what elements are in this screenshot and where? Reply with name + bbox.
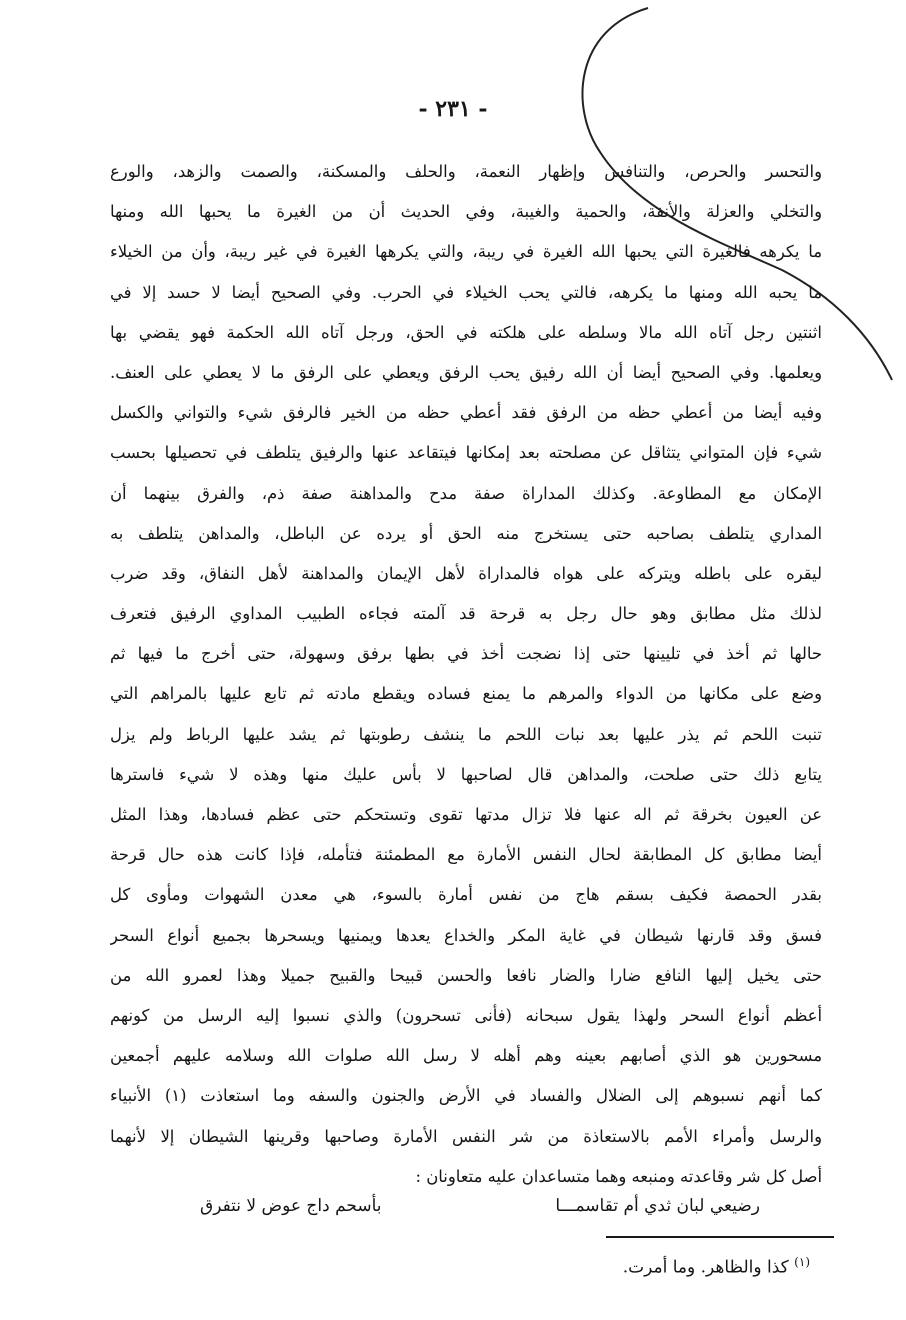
text-line: يتابع ذلك حتى صلحت، والمداهن قال لصاحبها لا بأس عليك منها وهذه لا شيء فاسترها [110,764,822,784]
text-line: ليقره على باطله ويتركه على هواه فالمداراة لأهل الإيمان والمداهنة لأهل النفاق، وقد ضرب [110,563,822,583]
text-line: المداري يتلطف بصاحبه حتى يستخرج منه الحق أو يرده عن الباطل، والمداهن يتلطف به [110,523,822,543]
text-line: الإمكان مع المطاوعة. وكذلك المداراة صفة مدح والمداهنة صفة ذم، والفرق بينهما أن [110,483,822,503]
text-line: والتخلي والعزلة والأنفة، والحمية والغيبة، وفي الحديث أن من الغيرة ما يحبها الله ومنها [110,202,822,222]
text-line: وفيه أيضا من أعطي حظه من الرفق فقد أعطي حظه من الخير فالرفق شيء والتواني والكسل [110,403,822,423]
text-line: كما أنهم نسبوهم إلى الضلال والفساد في الأرض والجنون والسفه وما استعاذت (١) الأنبياء [110,1086,822,1106]
text-line: حالها ثم أخذ في تليينها حتى إذا نضجت أخذ في بطها برفق وسهولة، حتى أخرج ما فيها ثم [110,644,822,664]
text-line: لذلك مثل مطابق وهو حال رجل به قرحة قد آلمته فجاءه الطبيب المداوي الرفيق فتعرف [110,604,822,624]
text-line: شيء فإن المتواني يتثاقل عن مصلحته بعد إمكانها فيتقاعد عنها والرفيق يتلطف في تحصيلها بحسب [110,443,822,463]
text-line: بقدر الحمصة فكيف بسقم هاج من نفس أمارة بالسوء، هي معدن الشهوات ومأوى كل [110,885,822,905]
text-line: والرسل وأمراء الأمم بالاستعاذة من شر النفس الأمارة وصاحبها وقرينها الشيطان إلا لأنهما [110,1126,822,1146]
text-line: عن العيون بخرقة ثم اله عنها فلا تزال مدتها تقوى وتستحكم حتى عظم فسادها، وهذا المثل [110,805,822,824]
poem-verse [200,1188,760,1224]
footnote [623,1246,810,1284]
page-number: - ٢٣١ - [418,96,488,122]
text-line: ما يحبه الله ومنها ما يكرهه، فالتي يحب الخيلاء في الحرب. وفي الصحيح أيضا لا حسد إلا في [110,282,822,302]
text-line: وضع على مكانها من الدواء والمرهم ما يمنع فساده ويقطع مادته ثم تابع عليها بالمراهم التي [110,684,822,704]
footnote-text: كذا والظاهر. وما أمرت. [622,1257,789,1278]
text-line: أصل كل شر وقاعدته ومنبعه وهما متساعدان عليه متعاونان : [415,1166,822,1186]
footnote-mark: (١) [794,1255,810,1269]
text-line: تنبت اللحم ثم يذر عليها بعد نبات اللحم ما ينشف رطوبتها ثم يشد عليها الرباط ولم يزل [110,724,822,744]
text-line: فسق وقد قارنها شيطان في غاية المكر والخداع يعدها ويمنيها ويسحرها بجميع أنواع السحر [110,925,822,945]
text-line: والتحسر والحرص، والتنافس وإظهار النعمة، والحلف والمسكنة، والصمت والزهد، والورع [110,162,822,181]
verse-second-hemistich: بأسحم داج عوض لا نتفرق [200,1196,382,1216]
verse-first-hemistich: رضيعي لبان ثدي أم تقاسمـــا [555,1196,760,1216]
text-line: اثنتين رجل آتاه الله مالا وسلطه على هلكته في الحق، ورجل آتاه الله الحكمة فهو يقضي بها [110,322,822,342]
text-line: أيضا مطابق كل المطابقة لحال النفس الأمارة مع المطمئنة فتأمله، فإذا كانت هذه حال قرحة [110,845,822,865]
text-line: مسحورين هو الذي أصابهم بعينه وهم أهله لا رسل الله صلوات الله وسلامه عليهم أجمعين [110,1046,822,1066]
text-line: ويعلمها. وفي الصحيح أيضا أن الله رفيق يحب الرفق ويعطي على الرفق ما لا يعطي على العنف. [110,362,822,382]
body-text [110,152,822,1197]
text-line: ما يكرهه فالغيرة التي يحبها الله الغيرة في ريبة، والتي يكرهها الغيرة في غير ريبة، وأن من الخيلاء [110,242,822,262]
text-line: حتى يخيل إليها النافع ضارا والضار نافعا والحسن قبيحا والقبيح جميلا وهذا لعمرو الله من [110,965,822,985]
text-line: أعظم أنواع السحر ولهذا يقول سبحانه (فأنى تسحرون) والذي نسبوا إليه الرسل من كونهم [110,1005,822,1025]
footnote-divider [606,1236,834,1238]
